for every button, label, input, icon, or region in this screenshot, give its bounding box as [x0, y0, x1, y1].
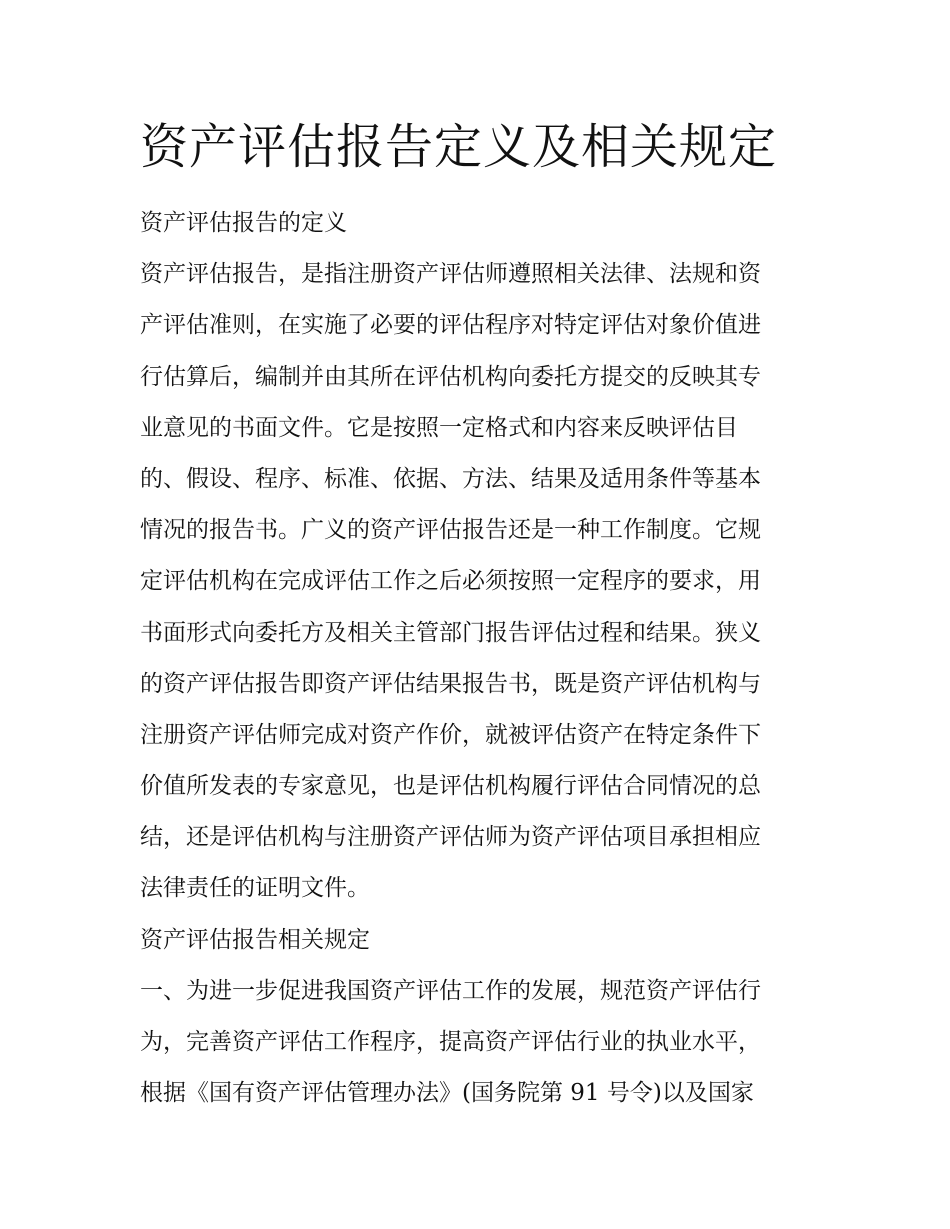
paragraph-line: 价值所发表的专家意见，也是评估机构履行评估合同情况的总 [140, 773, 761, 800]
paragraph-line: 书面形式向委托方及相关主管部门报告评估过程和结果。狭义 [140, 619, 761, 646]
paragraph-line: 业意见的书面文件。它是按照一定格式和内容来反映评估目 [140, 414, 738, 441]
section-heading-definition: 资产评估报告的定义 [140, 210, 347, 236]
paragraph-line: 的、假设、程序、标准、依据、方法、结果及适用条件等基本 [140, 465, 761, 492]
paragraph-line: 资产评估报告，是指注册资产评估师遵照相关法律、法规和资 [140, 261, 761, 288]
paragraph-line: 根据《国有资产评估管理办法》(国务院第 91 号令)以及国家 [140, 1080, 754, 1107]
document-title: 资产评估报告定义及相关规定 [140, 119, 778, 175]
paragraph-line: 产评估准则，在实施了必要的评估程序对特定评估对象价值进 [140, 312, 761, 339]
paragraph-line: 的资产评估报告即资产评估结果报告书，既是资产评估机构与 [140, 670, 761, 697]
section-heading-regulations: 资产评估报告相关规定 [140, 926, 370, 953]
paragraph-line: 一、为进一步促进我国资产评估工作的发展，规范资产评估行 [140, 977, 761, 1004]
paragraph-line: 情况的报告书。广义的资产评估报告还是一种工作制度。它规 [140, 517, 761, 544]
paragraph-line: 为，完善资产评估工作程序，提高资产评估行业的执业水平， [140, 1029, 761, 1055]
paragraph-line: 法律责任的证明文件。 [140, 875, 370, 902]
paragraph-line: 行估算后，编制并由其所在评估机构向委托方提交的反映其专 [140, 363, 761, 390]
paragraph-line: 定评估机构在完成评估工作之后必须按照一定程序的要求，用 [140, 568, 761, 595]
paragraph-line: 结，还是评估机构与注册资产评估师为资产评估项目承担相应 [140, 824, 761, 851]
document-body [140, 198, 820, 1119]
paragraph-line: 注册资产评估师完成对资产作价，就被评估资产在特定条件下 [140, 721, 761, 748]
